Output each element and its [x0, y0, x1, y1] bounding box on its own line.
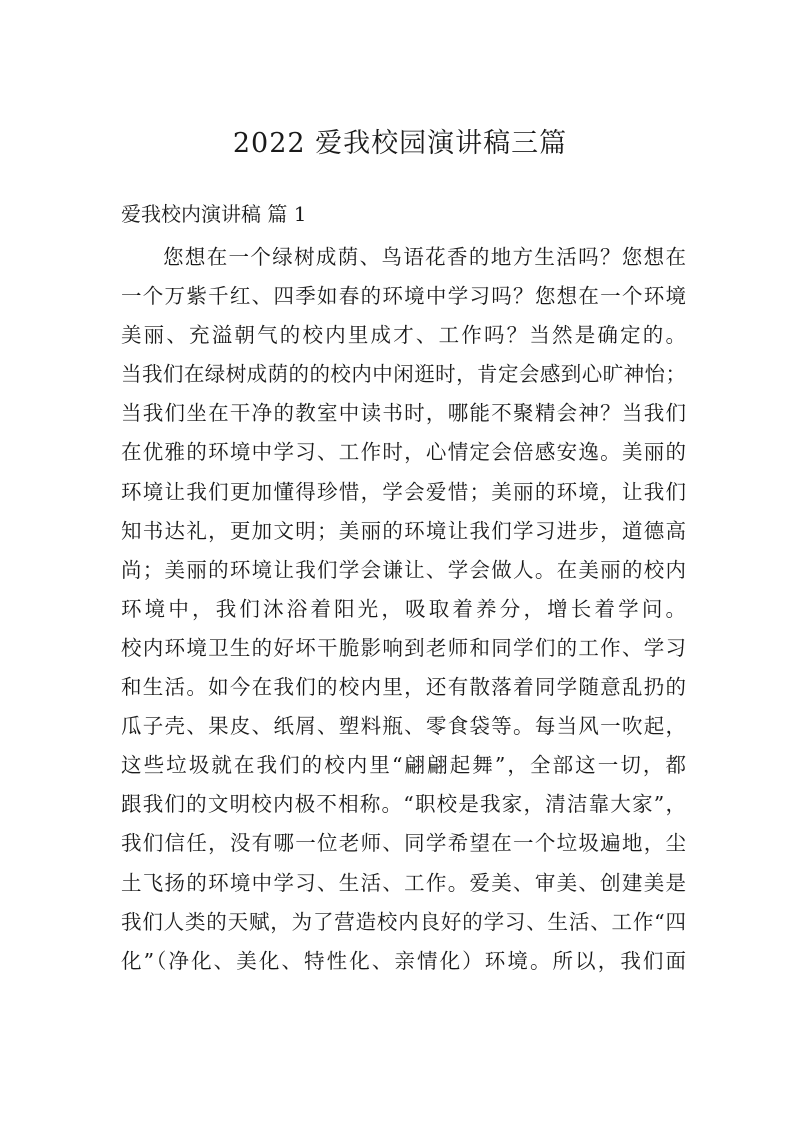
- body-line: 瓜子壳、果皮、纸屑、塑料瓶、零食袋等。每当风一吹起，: [121, 714, 686, 739]
- body-line: 美丽、充溢朝气的校内里成才、工作吗？当然是确定的。: [121, 323, 686, 348]
- body-line: 一个万紫千红、四季如春的环境中学习吗？您想在一个环境: [121, 284, 686, 309]
- body-line: 在优雅的环境中学习、工作时，心情定会倍感安逸。美丽的: [121, 440, 686, 465]
- body-line: 和生活。如今在我们的校内里，还有散落着同学随意乱扔的: [121, 675, 686, 700]
- section-heading: 爱我校内演讲稿 篇 1: [121, 202, 307, 226]
- body-line: 土飞扬的环境中学习、生活、工作。爱美、审美、创建美是: [121, 870, 686, 895]
- body-line: 我们人类的天赋，为了营造校内良好的学习、生活、工作“四: [121, 909, 686, 934]
- body-text: [121, 238, 686, 981]
- document-title: 2022 爱我校园演讲稿三篇: [232, 128, 568, 159]
- body-line: 尚；美丽的环境让我们学会谦让、学会做人。在美丽的校内: [121, 557, 686, 582]
- body-line: 您想在一个绿树成荫、鸟语花香的地方生活吗？您想在: [163, 245, 686, 269]
- body-line: 我们信任，没有哪一位老师、同学希望在一个垃圾遍地，尘: [121, 831, 686, 856]
- body-line: 化”（净化、美化、特性化、亲情化）环境。所以，我们面: [121, 948, 686, 973]
- body-line: 跟我们的文明校内极不相称。“职校是我家，清洁靠大家”，: [121, 792, 686, 817]
- body-line: 当我们在绿树成荫的的校内中闲逛时，肯定会感到心旷神怡；: [121, 362, 686, 387]
- body-line: 知书达礼，更加文明；美丽的环境让我们学习进步，道德高: [121, 518, 686, 543]
- body-line: 环境中，我们沐浴着阳光，吸取着养分，增长着学问。: [121, 596, 686, 621]
- body-line: 当我们坐在干净的教室中读书时，哪能不聚精会神？当我们: [121, 401, 686, 426]
- body-line: 校内环境卫生的好坏干脆影响到老师和同学们的工作、学习: [121, 635, 686, 660]
- body-line: 环境让我们更加懂得珍惜，学会爱惜；美丽的环境，让我们: [121, 479, 686, 504]
- body-line: 这些垃圾就在我们的校内里“翩翩起舞”，全部这一切，都: [121, 753, 686, 778]
